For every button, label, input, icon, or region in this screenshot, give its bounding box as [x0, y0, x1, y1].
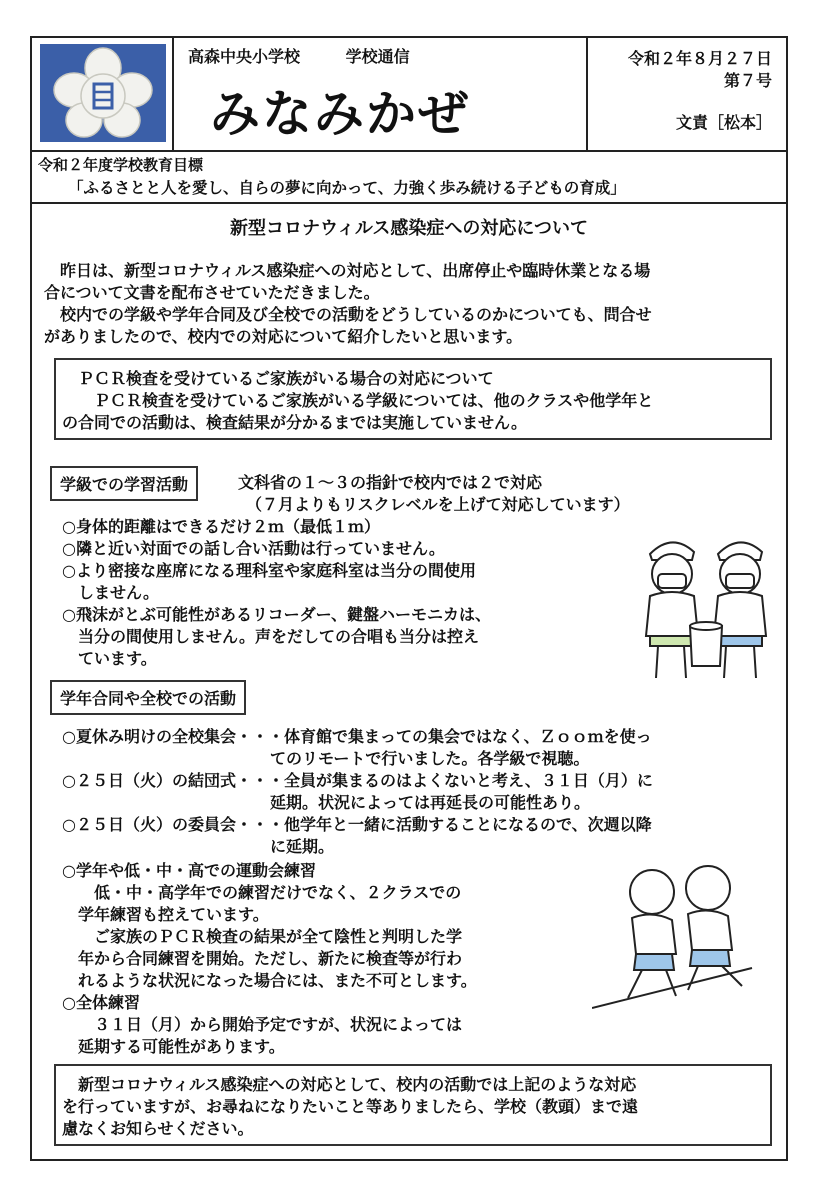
- grade-item: ○夏休み明けの全校集会・・・体育館で集まっての集会ではなく、Ｚｏｏｍを使っ: [62, 727, 652, 746]
- grade-item: ○２５日（火）の委員会・・・他学年と一緒に活動することになるので、次週以降: [62, 815, 652, 834]
- grade-item: ○２５日（火）の結団式・・・全員が集まるのはよくないと考え、３１日（月）に: [62, 771, 653, 790]
- sakura-logo-icon: [40, 44, 166, 142]
- class-item: ています。: [62, 649, 157, 668]
- title-box: [172, 38, 588, 150]
- grade-item: に延期。: [62, 837, 335, 856]
- class-item: ○飛沫がとぶ可能性があるリコーダー、鍵盤ハーモニカは、: [62, 605, 492, 624]
- issue-meta: [588, 38, 786, 150]
- grade-item: 延期する可能性があります。: [62, 1037, 285, 1056]
- intro-line: 昨日は、新型コロナウィルス感染症への対応として、出席停止や臨時休業となる場: [44, 261, 651, 280]
- class-section-label: 学級での学習活動: [50, 466, 198, 501]
- grade-item: 延期。状況によっては再延長の可能性あり。: [62, 793, 591, 812]
- goal-text: 「ふるさとと人を愛し、自らの夢に向かって、力強く歩み続ける子どもの育成」: [68, 179, 626, 197]
- masked-children-illustration: [632, 526, 782, 690]
- class-item: ○より密接な座席になる理科室や家庭科室は当分の間使用: [62, 561, 476, 580]
- pcr-line: ＰＣＲ検査を受けているご家族がいる学級については、他のクラスや他学年と: [62, 391, 654, 410]
- grade-section-label: 学年合同や全校での活動: [50, 680, 246, 715]
- class-item: ○隣と近い対面での話し合い活動は行っていません。: [62, 539, 445, 558]
- school-line: [188, 44, 450, 67]
- grade-item: ３１日（月）から開始予定ですが、状況によっては: [62, 1015, 463, 1034]
- school-name: 高森中央小学校: [188, 47, 301, 66]
- article-heading: 新型コロナウィルス感染症への対応について: [229, 218, 589, 239]
- intro-line: 合について文書を配布させていただきました。: [44, 283, 380, 302]
- issue-number: 第７号: [723, 71, 772, 90]
- closing-box: [54, 1064, 772, 1146]
- class-note: （７月よりもリスクレベルを上げて対応しています）: [246, 495, 630, 514]
- masthead-row: [32, 38, 786, 152]
- pcr-line: ＰＣＲ検査を受けているご家族がいる場合の対応について: [62, 369, 494, 388]
- class-item: しません。: [62, 583, 159, 602]
- intro-line: 校内での学級や学年合同及び全校での活動をどうしているのかについても、問合せ: [44, 305, 652, 324]
- pcr-notice-box: [54, 358, 772, 440]
- grade-item: 低・中・高学年での練習だけでなく、２クラスでの: [62, 883, 462, 902]
- closing-line: 慮なくお知らせください。: [62, 1119, 254, 1138]
- closing-line: を行っていますが、お尋ねになりたいこと等ありましたら、学校（教頭）まで遠: [62, 1097, 639, 1116]
- newsletter-page: [30, 36, 788, 1161]
- running-children-illustration: [592, 858, 762, 1022]
- class-note: 文科省の１～３の指針で校内では２で対応: [238, 473, 543, 492]
- class-item: ○身体的距離はできるだけ２ｍ（最低１ｍ）: [62, 517, 380, 536]
- grade-item: てのリモートで行いました。各学級で視聴。: [62, 749, 590, 768]
- grade-item: ご家族のＰＣＲ検査の結果が全て陰性と判明した学: [62, 927, 463, 946]
- school-goal: [32, 150, 786, 204]
- closing-line: 新型コロナウィルス感染症への対応として、校内の活動では上記のような対応: [62, 1075, 637, 1094]
- pcr-line: の合同での活動は、検査結果が分かるまでは実施していません。: [62, 413, 527, 432]
- goal-label: 令和２年度学校教育目標: [38, 156, 204, 174]
- grade-item: ○全体練習: [62, 993, 140, 1012]
- intro-line: がありましたので、校内での対応について紹介したいと思います。: [44, 327, 523, 346]
- grade-item: 年から合同練習を開始。ただし、新たに検査等が行わ: [62, 949, 463, 968]
- class-item: 当分の間使用しません。声をだしての合唱も当分は控え: [62, 627, 479, 646]
- author: 文責［松本］: [675, 113, 772, 132]
- grade-item: れるような状況になった場合には、また不可とします。: [62, 971, 477, 990]
- grade-item: 学年練習も控えています。: [62, 905, 269, 924]
- newsletter-type: 学校通信: [345, 47, 410, 66]
- issue-date: 令和２年８月２７日: [627, 49, 772, 68]
- grade-item: ○学年や低・中・高での運動会練習: [62, 861, 316, 880]
- newsletter-title: みなみかぜ: [210, 85, 470, 143]
